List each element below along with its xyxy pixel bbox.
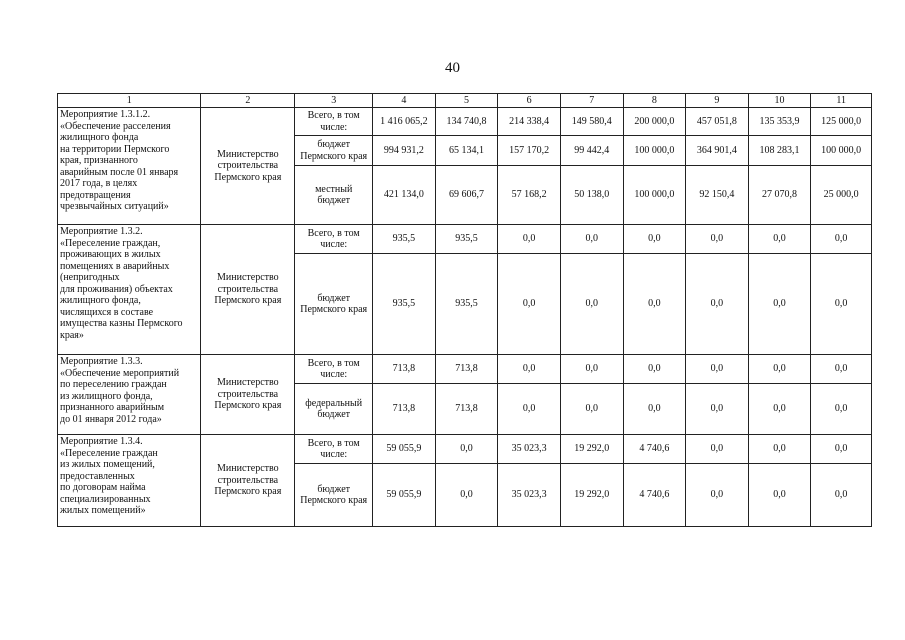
amount-cell: 0,0 [748,254,811,355]
text-line: Всего, в том [307,227,360,239]
text-line: строительства [217,160,279,172]
budget-table [57,93,872,527]
table-row [58,355,872,384]
column-header: 11 [811,94,872,108]
amount-cell: 0,0 [686,435,749,464]
text-line: «Обеспечение мероприятий [60,367,180,379]
text-line: «Переселение граждан [60,447,158,459]
text-line: Министерство [217,463,279,475]
amount-cell: 4 740,6 [623,464,686,527]
text-line: для проживания) объектах [60,283,173,295]
amount-cell: 25 000,0 [811,166,872,225]
text-line: бюджет [317,483,351,495]
amount-cell: 0,0 [811,355,872,384]
amount-cell: 0,0 [623,384,686,435]
text-line: предоставленных [60,470,135,482]
amount-cell: 994 931,2 [373,136,436,166]
text-line: Мероприятие 1.3.3. [60,356,143,367]
amount-cell: 0,0 [748,464,811,527]
text-line: федеральный [305,397,363,409]
table-row [58,108,872,136]
text-line: Пермского края [300,495,368,506]
amount-cell: 35 023,3 [498,464,561,527]
amount-cell: 457 051,8 [686,108,749,136]
text-line: строительства [217,283,279,295]
amount-cell: 157 170,2 [498,136,561,166]
amount-cell: 0,0 [686,355,749,384]
text-line: до 01 января 2012 года» [60,413,162,425]
text-line: «Обеспечение расселения [60,120,171,132]
text-line: бюджет [317,292,351,304]
amount-cell: 935,5 [373,254,436,355]
amount-cell: 0,0 [623,225,686,254]
amount-cell: 57 168,2 [498,166,561,225]
text-line: Пермского края [214,486,282,498]
amount-cell: 149 580,4 [560,108,623,136]
amount-cell: 0,0 [560,355,623,384]
amount-cell: 100 000,0 [811,136,872,166]
table-row [58,225,872,254]
column-header: 1 [58,94,201,108]
amount-cell: 135 353,9 [748,108,811,136]
text-line: края, признанного [60,155,138,166]
amount-cell: 125 000,0 [811,108,872,136]
amount-cell: 0,0 [498,225,561,254]
text-line: имущества казны Пермского [60,318,183,329]
amount-cell: 713,8 [373,384,436,435]
amount-cell: 35 023,3 [498,435,561,464]
executor-cell [201,355,295,435]
text-line: Мероприятие 1.3.1.2. [60,109,151,120]
text-line: Пермского края [214,295,282,307]
text-line: числящихся в составе [60,306,154,318]
executor-cell [201,435,295,527]
text-line: Мероприятие 1.3.4. [60,436,143,447]
funding-source-cell [295,166,373,225]
text-line: чрезвычайных ситуаций» [60,201,169,212]
amount-cell: 0,0 [623,254,686,355]
amount-cell: 935,5 [435,254,498,355]
text-line: числе: [320,239,348,250]
amount-cell: 0,0 [811,384,872,435]
amount-cell: 1 416 065,2 [373,108,436,136]
funding-source-cell [295,254,373,355]
text-line: Мероприятие 1.3.2. [60,226,143,237]
amount-cell: 108 283,1 [748,136,811,166]
text-line: жилищного фонда, [60,295,141,306]
amount-cell: 59 055,9 [373,464,436,527]
column-header: 4 [373,94,436,108]
amount-cell: 0,0 [686,464,749,527]
funding-source-cell [295,435,373,464]
funding-source-cell [295,384,373,435]
text-line: бюджет [317,139,351,150]
amount-cell: 134 740,8 [435,108,498,136]
amount-cell: 100 000,0 [623,166,686,225]
text-line: бюджет [317,195,351,206]
amount-cell: 65 134,1 [435,136,498,166]
text-line: Всего, в том [307,357,360,369]
amount-cell: 0,0 [686,384,749,435]
executor-cell [201,225,295,355]
amount-cell: 0,0 [623,355,686,384]
text-line: аварийным после 01 января [60,166,179,178]
text-line: Пермского края [300,150,368,162]
text-line: проживающих в жилых [60,249,161,260]
amount-cell: 92 150,4 [686,166,749,225]
amount-cell: 59 055,9 [373,435,436,464]
amount-cell: 214 338,4 [498,108,561,136]
amount-cell: 19 292,0 [560,464,623,527]
text-line: Пермского края [300,304,368,315]
amount-cell: 0,0 [811,225,872,254]
column-header: 7 [560,94,623,108]
amount-cell: 0,0 [748,225,811,254]
text-line: из жилищного фонда, [60,390,153,402]
amount-cell: 0,0 [748,355,811,384]
column-header: 10 [748,94,811,108]
amount-cell: 100 000,0 [623,136,686,166]
amount-cell: 0,0 [811,435,872,464]
text-line: на территории Пермского [60,143,170,155]
text-line: числе: [320,449,348,460]
amount-cell: 935,5 [373,225,436,254]
amount-cell: 0,0 [498,384,561,435]
amount-cell: 713,8 [435,355,498,384]
amount-cell: 0,0 [686,225,749,254]
funding-source-cell [295,136,373,166]
column-header: 6 [498,94,561,108]
amount-cell: 713,8 [373,355,436,384]
amount-cell: 50 138,0 [560,166,623,225]
funding-source-cell [295,464,373,527]
page-number: 40 [445,60,460,76]
amount-cell: 421 134,0 [373,166,436,225]
header-row [58,94,872,108]
amount-cell: 0,0 [560,254,623,355]
text-line: Всего, в том [307,437,360,449]
amount-cell: 69 606,7 [435,166,498,225]
amount-cell: 0,0 [811,464,872,527]
amount-cell: 713,8 [435,384,498,435]
text-line: числе: [320,369,348,380]
text-line: жилищного фонда [60,132,139,143]
amount-cell: 0,0 [435,464,498,527]
text-line: из жилых помещений, [60,459,155,470]
column-header: 9 [686,94,749,108]
text-line: строительства [217,388,279,400]
event-cell [58,225,201,355]
amount-cell: 200 000,0 [623,108,686,136]
amount-cell: 0,0 [560,384,623,435]
amount-cell: 0,0 [748,384,811,435]
text-line: жилых помещений» [60,505,146,516]
text-line: Министерство [217,148,279,160]
event-cell [58,355,201,435]
amount-cell: 0,0 [498,254,561,355]
amount-cell: 0,0 [748,435,811,464]
funding-source-cell [295,355,373,384]
funding-source-cell [295,108,373,136]
amount-cell: 0,0 [498,355,561,384]
amount-cell: 4 740,6 [623,435,686,464]
text-line: предотвращения [60,189,131,201]
amount-cell: 935,5 [435,225,498,254]
text-line: по договорам найма [60,482,146,493]
event-cell [58,108,201,225]
text-line: строительства [217,474,279,486]
text-line: 2017 года, в целях [60,178,138,189]
amount-cell: 364 901,4 [686,136,749,166]
column-header: 5 [435,94,498,108]
text-line: специализированных [60,493,151,505]
amount-cell: 27 070,8 [748,166,811,225]
text-line: Всего, в том [307,110,360,121]
executor-cell [201,108,295,225]
amount-cell: 0,0 [811,254,872,355]
text-line: по переселению граждан [60,379,167,390]
text-line: Пермского края [214,171,282,183]
table-row [58,435,872,464]
amount-cell: 19 292,0 [560,435,623,464]
text-line: бюджет [317,409,351,420]
event-cell [58,435,201,527]
text-line: (непригодных [60,272,120,283]
column-header: 2 [201,94,295,108]
text-line: Министерство [217,272,279,284]
amount-cell: 0,0 [560,225,623,254]
text-line: края» [60,329,84,341]
column-header: 3 [295,94,373,108]
amount-cell: 99 442,4 [560,136,623,166]
text-line: Пермского края [214,400,282,412]
text-line: признанного аварийным [60,402,165,413]
amount-cell: 0,0 [686,254,749,355]
text-line: числе: [320,121,348,133]
text-line: «Переселение граждан, [60,237,161,249]
column-header: 8 [623,94,686,108]
funding-source-cell [295,225,373,254]
text-line: Министерство [217,377,279,389]
amount-cell: 0,0 [435,435,498,464]
text-line: местный [315,183,353,195]
text-line: помещениях в аварийных [60,260,170,272]
